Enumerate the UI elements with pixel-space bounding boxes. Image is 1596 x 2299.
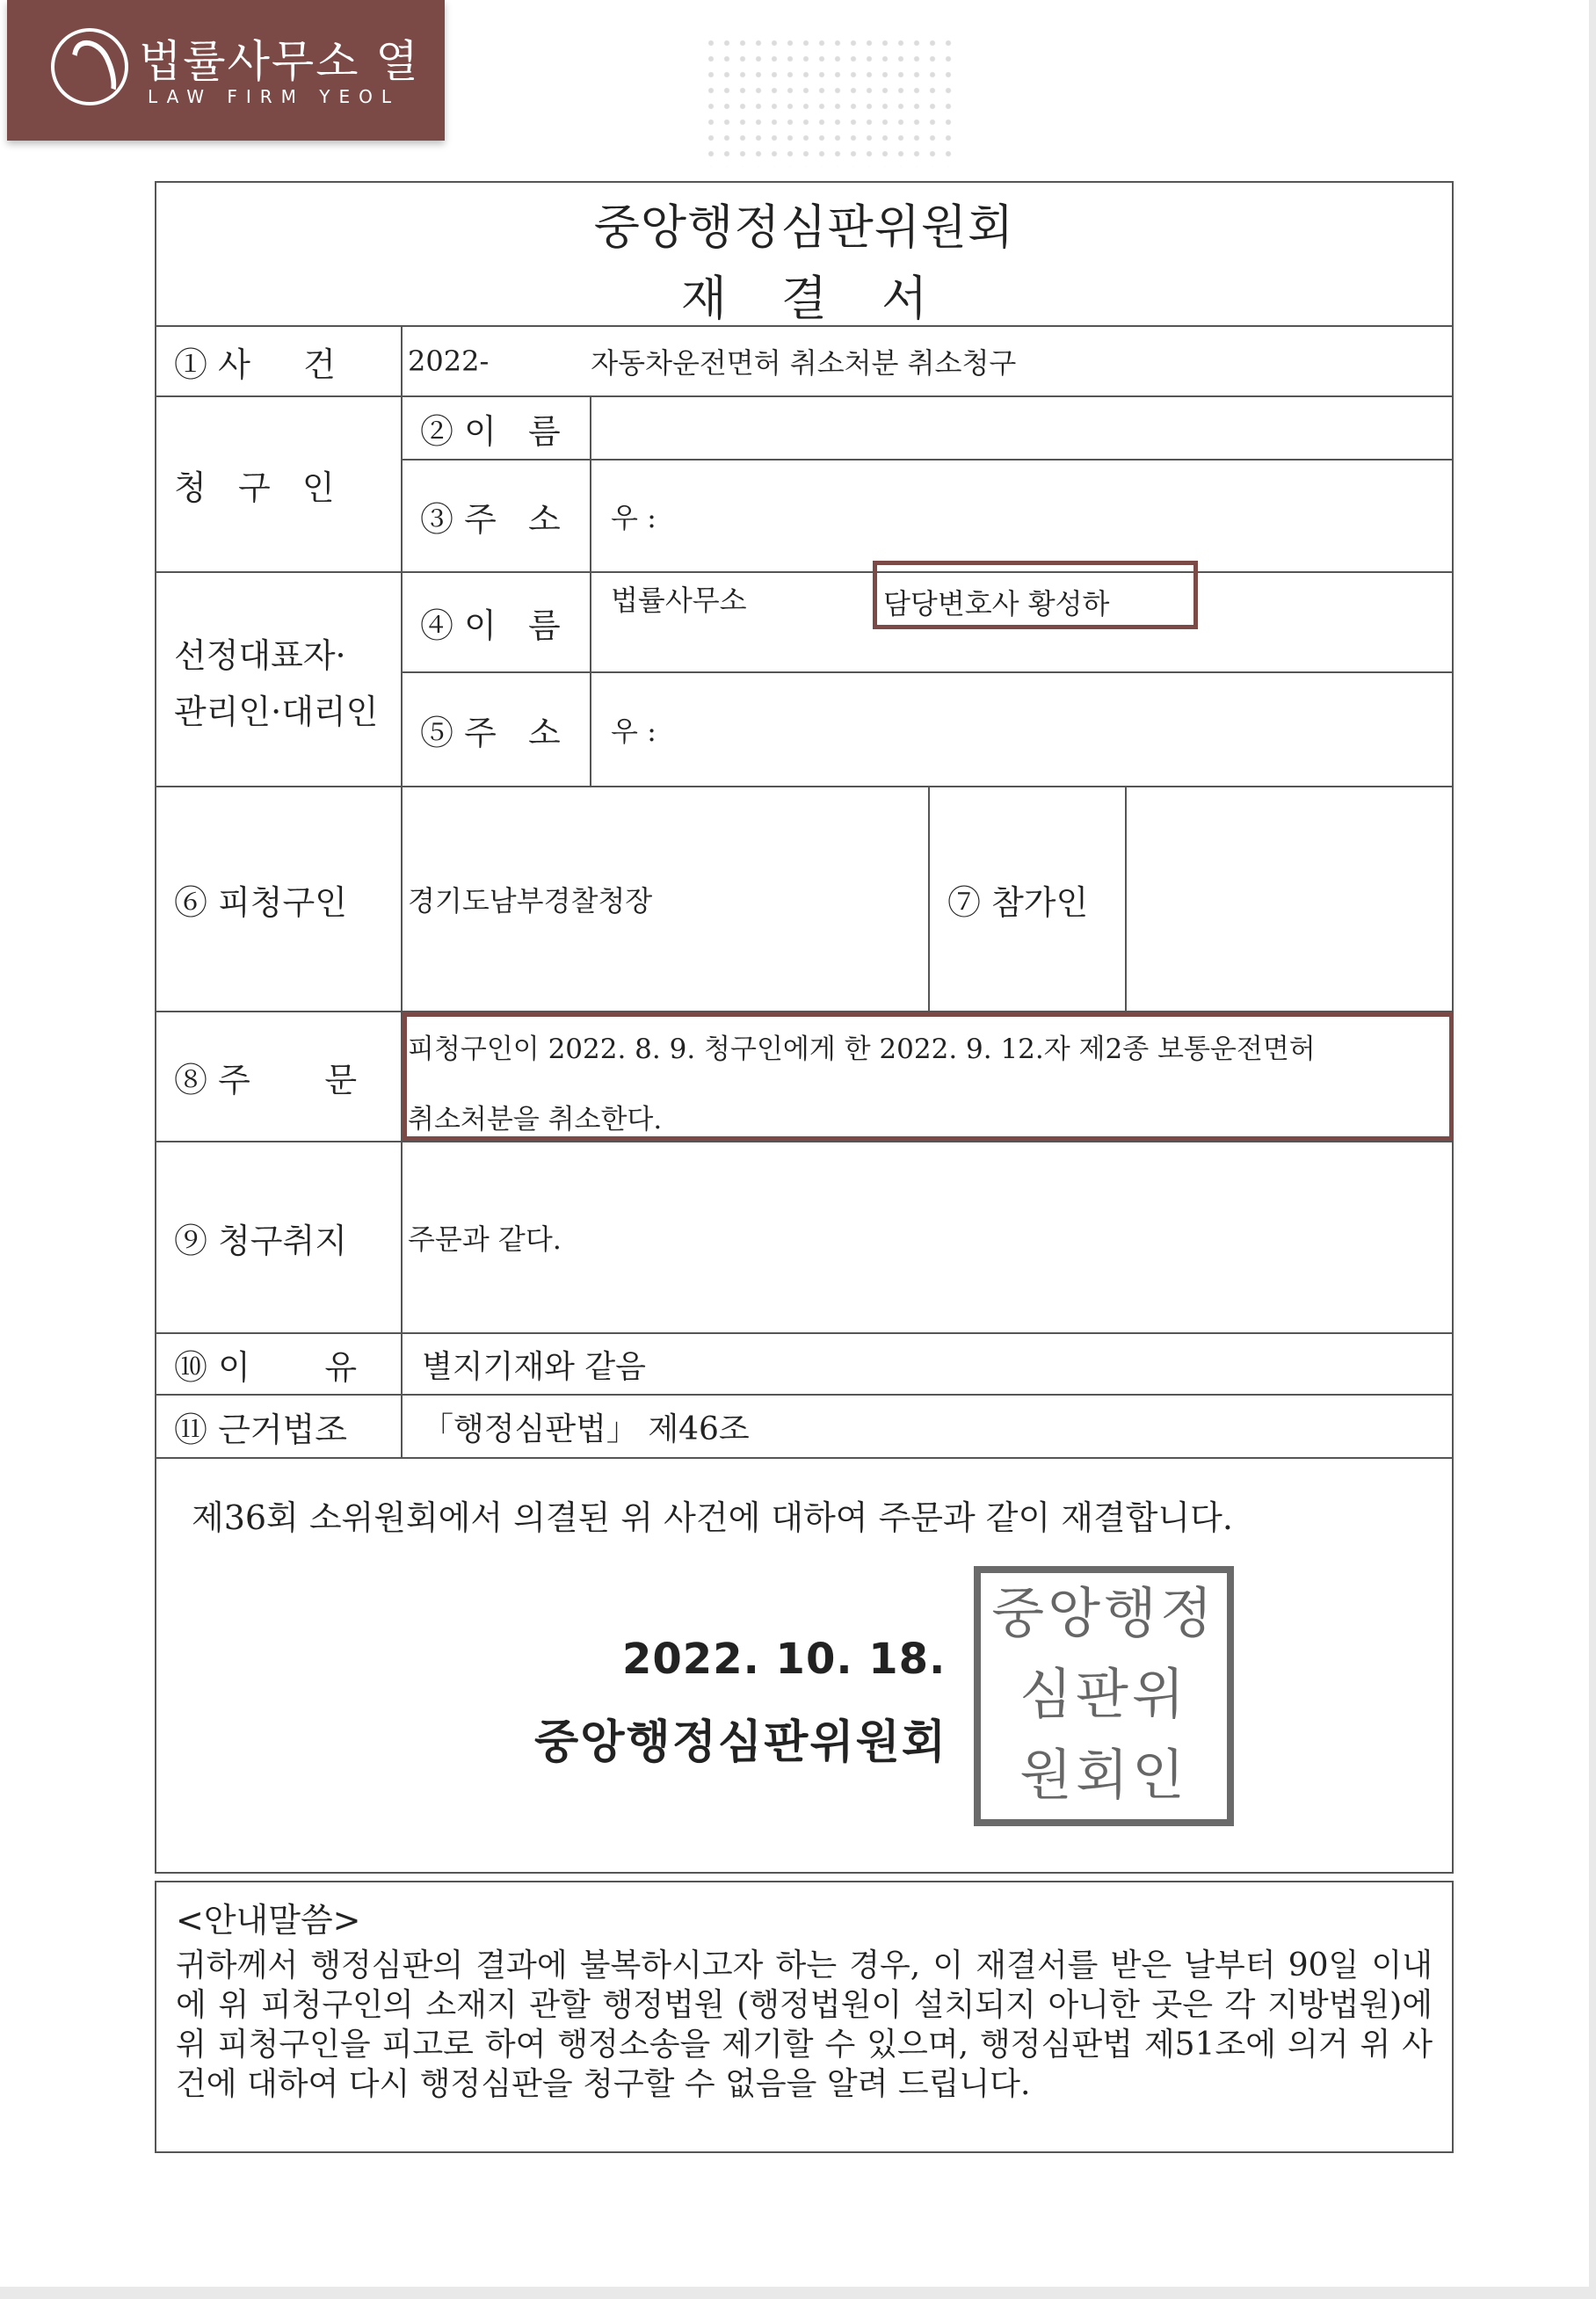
decision-form <box>155 181 1454 1874</box>
claimant-row <box>156 397 1452 573</box>
order-text-line1: 피청구인이 2022. 8. 9. 청구인에게 한 2022. 9. 12.자 제2종 보통운전면허 <box>408 1033 1316 1065</box>
order-highlight-box <box>403 1012 1454 1141</box>
representative-lawyer: 담당변호사 황성하 <box>883 587 1110 620</box>
official-seal-stamp <box>974 1566 1234 1826</box>
case-row <box>156 327 1452 397</box>
case-value <box>403 327 1452 395</box>
logo-emblem-icon <box>51 28 128 105</box>
claimant-name-row <box>403 397 1452 461</box>
participant-value <box>1127 787 1452 1011</box>
claimant-name-value <box>591 397 1452 459</box>
decision-block <box>156 1459 1452 1872</box>
decision-date: 2022. 10. 18. <box>622 1635 947 1684</box>
respondent-label: ⑥ 피청구인 <box>156 787 403 1011</box>
claimant-address-label: ③ 주 소 <box>403 461 591 571</box>
representative-firm: 법률사무소 <box>611 584 747 617</box>
legal-basis-row <box>156 1396 1452 1459</box>
representative-address-row <box>403 673 1452 786</box>
case-subject: 자동차운전면허 취소처분 취소청구 <box>591 346 1017 380</box>
respondent-value: 경기도남부경찰청장 <box>403 787 930 1011</box>
braille-dots-decoration <box>703 35 958 167</box>
case-year: 2022- <box>408 344 490 378</box>
reason-label: ⑩ 이 유 <box>156 1334 403 1394</box>
claim-purpose-row <box>156 1142 1452 1334</box>
order-label: ⑧ 주 문 <box>156 1012 403 1141</box>
representative-label <box>156 573 403 786</box>
decision-text: 제36회 소위원회에서 의결된 위 사건에 대하여 주문과 같이 재결합니다. <box>192 1498 1233 1537</box>
logo-name-en: LAW FIRM YEOL <box>148 86 400 107</box>
claim-purpose-value: 주문과 같다. <box>408 1222 562 1256</box>
form-org-title: 중앙행정심판위원회 <box>593 199 1015 255</box>
lawyer-highlight-box <box>873 561 1198 629</box>
notice-title: <안내말씀> <box>176 1901 361 1940</box>
representative-address-value: 우 : <box>611 714 657 748</box>
notice-body: 귀하께서 행정심판의 결과에 불복하시고자 하는 경우, 이 재결서를 받은 날부터 90일 이내에 위 피청구인의 소재지 관할 행정법원 (행정법원이 설치되지 아니한 곳은 각 지방법원)에 위 피청구인을 피고로 하여 행정소송을 제기할 수 있으며, 행정심판법 제51조에 의거 위 사건에 대하여 다시 행정심판을 청구할 수 없음을 알려 드립니다. <box>176 1947 1433 2102</box>
order-row <box>156 1012 1452 1142</box>
representative-row <box>156 573 1452 787</box>
respondent-row <box>156 787 1452 1012</box>
claimant-address-value: 우 : <box>611 501 657 534</box>
representative-label-line1: 선정대표자· <box>174 636 346 675</box>
notice-box <box>155 1881 1454 2153</box>
representative-name-value <box>591 573 1452 671</box>
case-label: ① 사 건 <box>156 327 403 395</box>
order-text-line2: 취소처분을 취소한다. <box>408 1104 663 1135</box>
seal-line-3: 원회인 <box>1019 1743 1188 1807</box>
seal-line-2: 심판위 <box>1019 1662 1188 1726</box>
form-doc-title: 재결서 <box>680 271 983 326</box>
participant-label: ⑦ 참가인 <box>930 787 1127 1011</box>
law-firm-logo <box>7 0 445 141</box>
claim-purpose-label: ⑨ 청구취지 <box>156 1142 403 1332</box>
logo-name: 법률사무소 열 <box>139 36 420 87</box>
form-title-block <box>156 183 1452 327</box>
claimant-address-row <box>403 461 1452 571</box>
legal-basis-value: 「행정심판법」 제46조 <box>422 1411 750 1447</box>
reason-value: 별지기재와 같음 <box>422 1348 646 1385</box>
legal-basis-label: ⑪ 근거법조 <box>156 1396 403 1457</box>
claimant-name-label: ② 이 름 <box>403 397 591 459</box>
representative-name-label: ④ 이 름 <box>403 573 591 671</box>
representative-address-label: ⑤ 주 소 <box>403 673 591 786</box>
seal-line-1: 중앙행정 <box>991 1581 1216 1645</box>
reason-row <box>156 1334 1452 1396</box>
decision-org: 중앙행정심판위원회 <box>534 1716 948 1769</box>
claimant-label: 청 구 인 <box>156 397 403 571</box>
representative-label-line2: 관리인·대리인 <box>174 693 379 731</box>
representative-name-row <box>403 573 1452 673</box>
